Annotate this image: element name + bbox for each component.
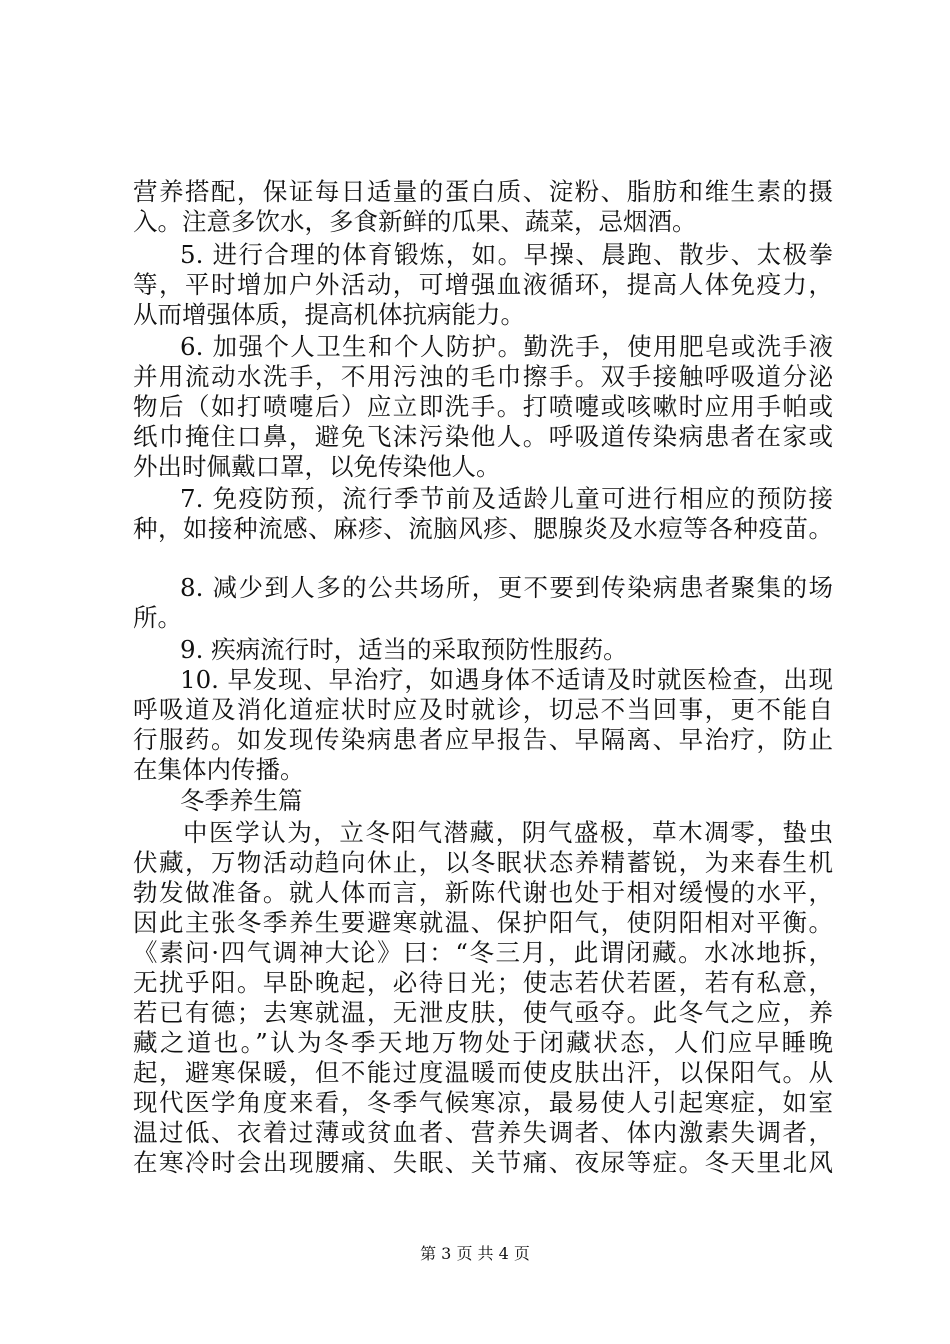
text-line: 物后（如打喷嚏后）应立即洗手。打喷嚏或咳嗽时应用手帕或 (133, 392, 833, 421)
text-line: 8. 减少到人多的公共场所，更不要到传染病患者聚集的场 (180, 573, 833, 602)
page-footer: 第 3 页 共 4 页 (420, 1244, 530, 1263)
text-line: 伏藏，万物活动趋向休止，以冬眠状态养精蓄锐，为来春生机 (133, 848, 833, 877)
text-line: 6. 加强个人卫生和个人防护。勤洗手，使用肥皂或洗手液 (180, 332, 833, 361)
text-line: 行服药。如发现传染病患者应早报告、早隔离、早治疗，防止 (133, 725, 833, 754)
text-line: 从而增强体质，提高机体抗病能力。 (133, 300, 525, 329)
text-line: 5. 进行合理的体育锻炼，如。早操、晨跑、散步、太极拳 (180, 240, 833, 269)
text-line: 藏之道也。”认为冬季天地万物处于闭藏状态，人们应早睡晚 (133, 1028, 833, 1057)
text-line: 等，平时增加户外活动，可增强血液循环，提高人体免疫力， (133, 270, 833, 299)
text-line: 现代医学角度来看，冬季气候寒凉，最易使人引起寒症，如室 (133, 1088, 833, 1117)
text-line: 呼吸道及消化道症状时应及时就诊，切忌不当回事，更不能自 (133, 695, 833, 724)
text-line: 因此主张冬季养生要避寒就温、保护阳气，使阴阳相对平衡。 (133, 908, 833, 937)
text-line: 勃发做准备。就人体而言，新陈代谢也处于相对缓慢的水平， (133, 878, 833, 907)
text-line: 《素问·四气调神大论》曰：“冬三月，此谓闭藏。水冰地拆， (133, 938, 833, 967)
text-line: 温过低、衣着过薄或贫血者、营养失调者、体内激素失调者， (133, 1118, 833, 1147)
text-line: 纸巾掩住口鼻，避免飞沫污染他人。呼吸道传染病患者在家或 (133, 422, 833, 451)
text-line: 9. 疾病流行时，适当的采取预防性服药。 (180, 635, 628, 664)
text-line: 并用流动水洗手，不用污浊的毛巾擦手。双手接触呼吸道分泌 (133, 362, 833, 391)
text-line: 在寒冷时会出现腰痛、失眠、关节痛、夜尿等症。冬天里北风 (133, 1148, 833, 1177)
text-line: 在集体内传播。 (133, 755, 305, 784)
text-line: 7. 免疫防预，流行季节前及适龄儿童可进行相应的预防接 (180, 484, 833, 513)
section-heading: 冬季养生篇 (180, 786, 303, 815)
text-line: 无扰乎阳。早卧晚起，必待日光；使志若伏若匿，若有私意， (133, 968, 833, 997)
text-line: 所。 (133, 603, 182, 632)
text-line: 营养搭配，保证每日适量的蛋白质、淀粉、脂肪和维生素的摄 (133, 177, 833, 206)
text-line: 中医学认为，立冬阳气潜藏，阴气盛极，草木凋零，蛰虫 (183, 818, 833, 847)
text-line: 起，避寒保暖，但不能过度温暖而使皮肤出汗，以保阳气。从 (133, 1058, 833, 1087)
text-line: 外出时佩戴口罩，以免传染他人。 (133, 452, 501, 481)
text-line: 10. 早发现、早治疗，如遇身体不适请及时就医检查，出现 (180, 665, 833, 694)
text-line: 若已有德；去寒就温，无泄皮肤，使气亟夺。此冬气之应，养 (133, 998, 833, 1027)
text-line: 入。注意多饮水，多食新鲜的瓜果、蔬菜，忌烟酒。 (133, 207, 697, 236)
text-line: 种，如接种流感、麻疹、流脑风疹、腮腺炎及水痘等各种疫苗。 (133, 514, 833, 543)
